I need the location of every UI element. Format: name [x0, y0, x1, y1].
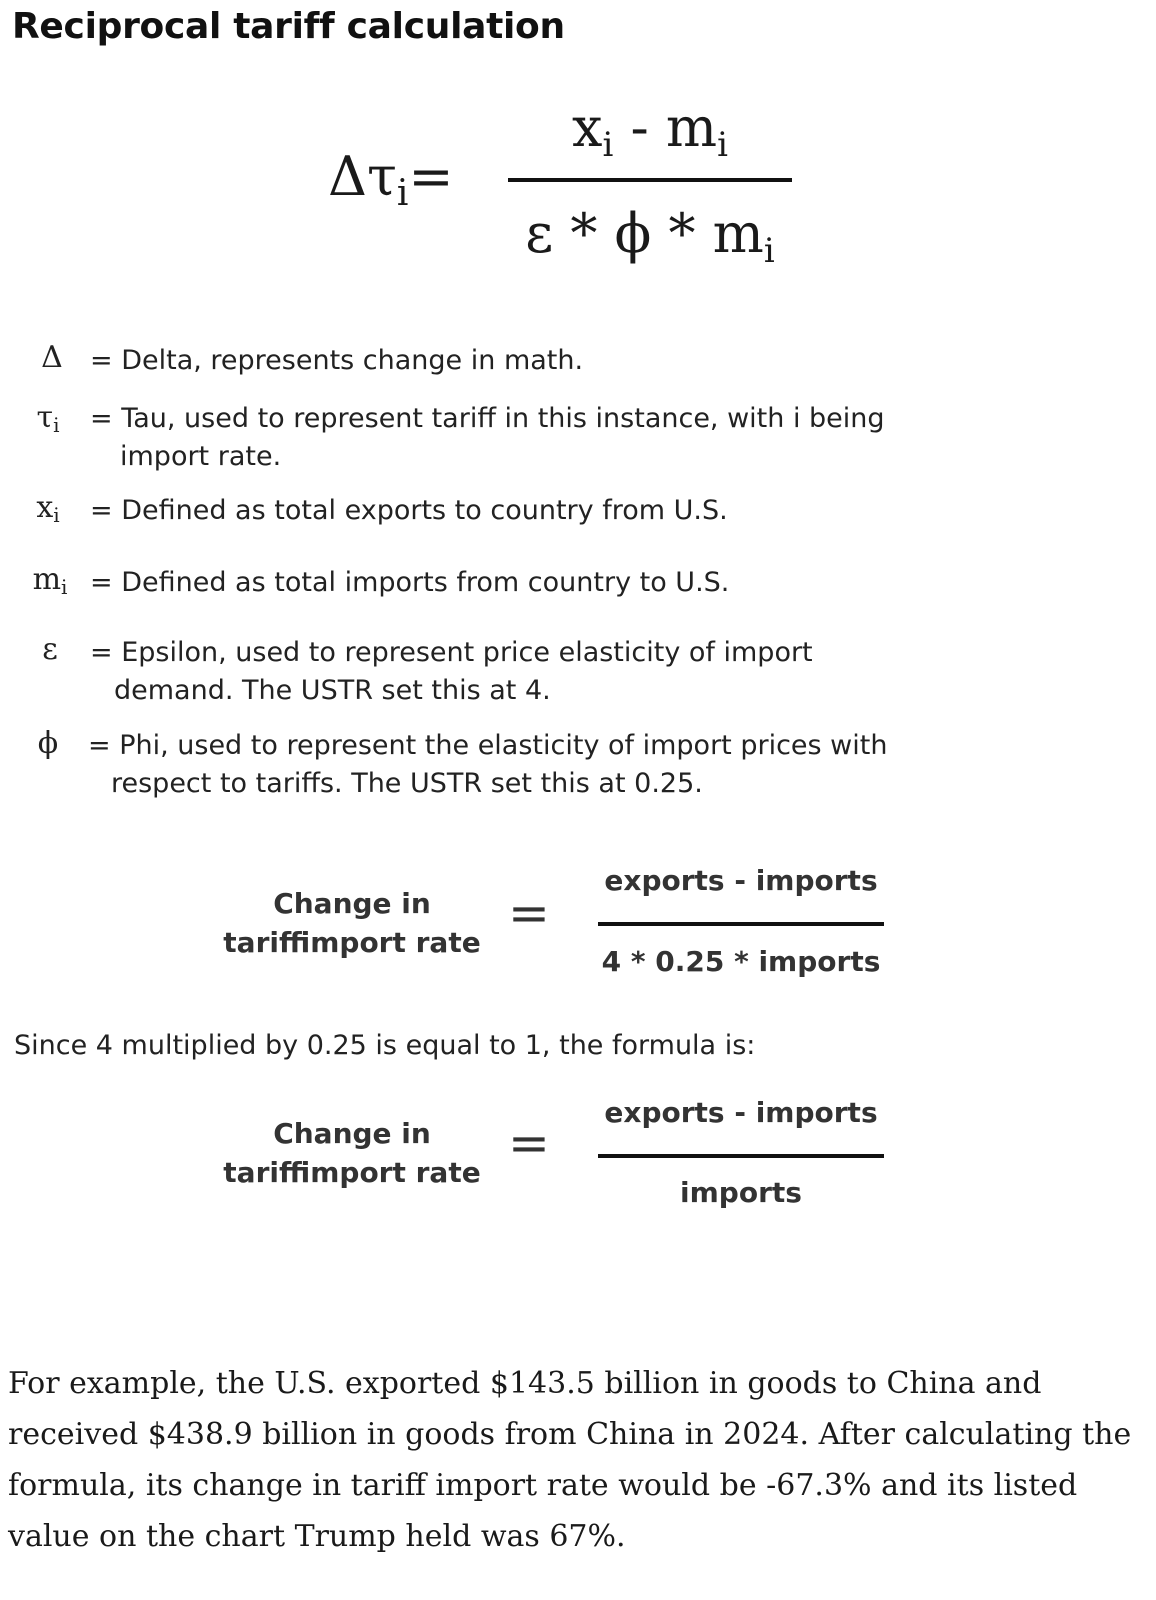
numerator-m-subscript: i	[717, 125, 728, 165]
definition-symbol-m: $m_i$	[32, 562, 68, 599]
numerator-m: m	[665, 96, 718, 159]
numerator-x-subscript: i	[602, 125, 614, 165]
definition-tau: = Tau, used to represent tariff in this instance, with i being import rate.	[90, 403, 885, 472]
main-formula-numerator	[508, 96, 792, 165]
definition-symbol-tau: $\tau_i$	[36, 400, 60, 437]
example-paragraph: For example, the U.S. exported $143.5 billion in goods to China and received $438.9 billion in goods from China in 2024. After calculating the formula, its change in tariff import rate would be -67.3% and its listed value on the chart Trump held was 67%.	[8, 1366, 1132, 1554]
main-formula-equals: =	[408, 145, 454, 208]
main-formula-denominator	[508, 202, 792, 271]
definition-x: = Defined as total exports to country from U.S.	[90, 495, 728, 526]
worded-formula-2-lhs: Change in tariffimport rate	[223, 1117, 481, 1189]
definition-symbol-epsilon: ε	[42, 632, 58, 667]
main-formula-fraction-bar	[508, 178, 792, 182]
worded-formula-2-numerator: exports - imports	[604, 1096, 878, 1129]
worded-formula-2-fraction-bar	[598, 1154, 884, 1158]
definition-symbol-x: $x_i$	[36, 490, 60, 527]
lhs-subscript: i	[396, 173, 409, 214]
definition-epsilon: = Epsilon, used to represent price elasticity of import demand. The USTR set this at 4.	[90, 637, 813, 706]
worded-formula-1-denominator: 4 * 0.25 * imports	[601, 945, 881, 978]
worded-formula-1-lhs: Change in tariffimport rate	[223, 887, 481, 959]
worded-formula-2-equals: =	[508, 1114, 550, 1172]
numerator-minus: -	[613, 96, 666, 159]
definition-symbol-phi: ϕ	[37, 726, 59, 761]
worded-formula-1-numerator: exports - imports	[604, 864, 878, 897]
main-formula-lhs	[328, 145, 454, 214]
denominator-text: ε * ϕ * m	[525, 202, 764, 265]
definition-phi: = Phi, used to represent the elasticity of import prices with respect to tariffs. The USTR set this at 0.25.	[88, 730, 888, 799]
worded-formula-2-denominator: imports	[680, 1176, 802, 1209]
definition-delta: = Delta, represents change in math.	[90, 345, 584, 376]
page-title: Reciprocal tariff calculation	[12, 6, 565, 47]
worded-formula-1-equals: =	[508, 884, 550, 942]
delta-tau-symbol: Δτ	[328, 145, 397, 208]
simplification-note: Since 4 multiplied by 0.25 is equal to 1, the formula is:	[14, 1030, 756, 1061]
worded-formula-1-fraction-bar	[598, 922, 884, 926]
denominator-subscript: i	[763, 231, 775, 271]
numerator-x: x	[571, 96, 603, 159]
definition-symbol-delta: Δ	[41, 340, 63, 375]
definition-m: = Defined as total imports from country to U.S.	[90, 567, 730, 598]
